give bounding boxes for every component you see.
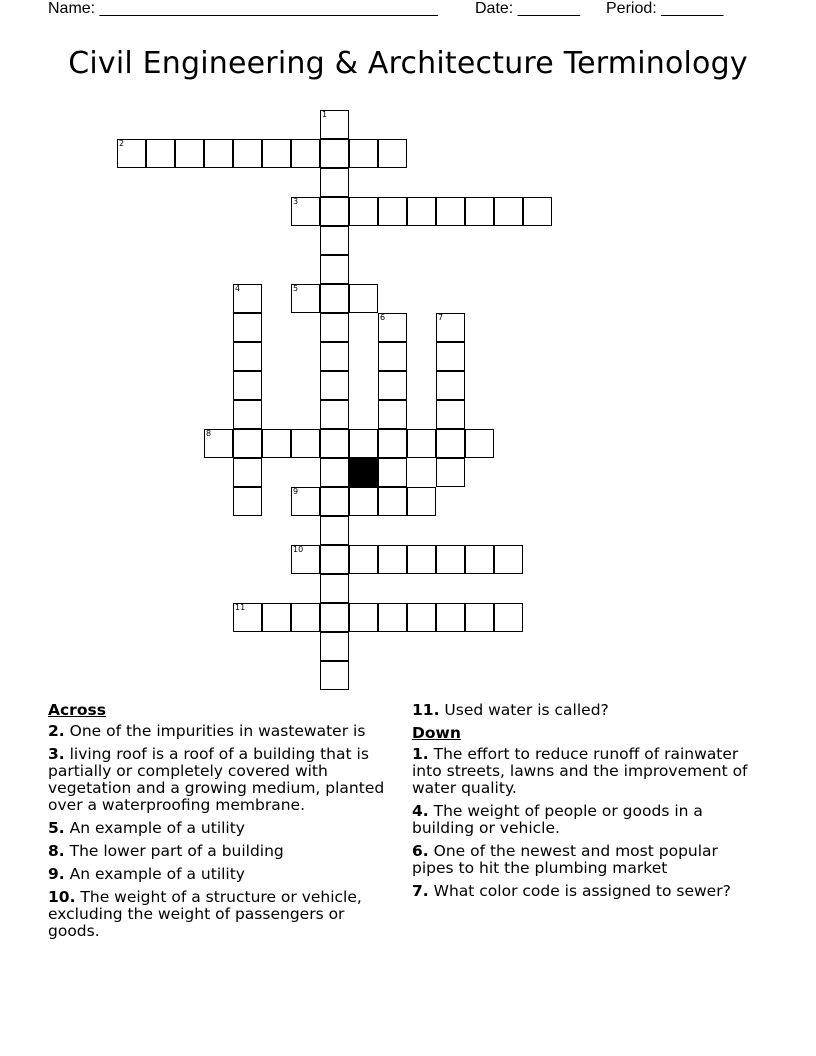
name-field[interactable]: Name: ______________________________________	[48, 0, 438, 17]
crossword-cell[interactable]	[465, 429, 494, 458]
clue-number: 5.	[48, 819, 65, 837]
crossword-cell[interactable]	[349, 139, 378, 168]
cell-number: 3	[293, 197, 299, 206]
crossword-cell[interactable]	[320, 487, 349, 516]
crossword-cell[interactable]	[233, 139, 262, 168]
clue-across-3	[48, 746, 400, 814]
crossword-cell[interactable]	[407, 429, 436, 458]
crossword-cell[interactable]	[320, 574, 349, 603]
crossword-cell[interactable]	[262, 429, 291, 458]
clue-text: One of the impurities in wastewater is	[69, 722, 366, 740]
cell-number: 8	[206, 429, 212, 438]
crossword-cell[interactable]	[407, 603, 436, 632]
crossword-cell[interactable]	[436, 342, 465, 371]
clue-number: 10.	[48, 888, 76, 906]
crossword-cell[interactable]	[378, 197, 407, 226]
crossword-cell[interactable]	[320, 255, 349, 284]
crossword-cell[interactable]	[320, 458, 349, 487]
clue-across-10	[48, 889, 400, 940]
crossword-cell[interactable]	[320, 110, 349, 139]
clue-down-7	[412, 883, 762, 900]
crossword-cell[interactable]	[320, 516, 349, 545]
crossword-cell[interactable]	[436, 458, 465, 487]
crossword-cell[interactable]	[204, 139, 233, 168]
crossword-cell[interactable]	[378, 603, 407, 632]
crossword-cell[interactable]	[349, 429, 378, 458]
crossword-cell[interactable]	[378, 545, 407, 574]
crossword-cell[interactable]	[233, 313, 262, 342]
clue-across-11	[412, 702, 762, 719]
crossword-cell[interactable]	[320, 284, 349, 313]
crossword-cell[interactable]	[262, 139, 291, 168]
crossword-cell[interactable]	[291, 603, 320, 632]
crossword-cell[interactable]	[378, 313, 407, 342]
clue-text: The weight of a structure or vehicle, excluding the weight of passengers or goods.	[48, 888, 362, 940]
crossword-cell[interactable]	[233, 284, 262, 313]
clue-number: 8.	[48, 842, 65, 860]
crossword-cell[interactable]	[233, 371, 262, 400]
crossword-cell[interactable]	[291, 487, 320, 516]
crossword-cell[interactable]	[291, 429, 320, 458]
clue-number: 1.	[412, 745, 429, 763]
crossword-cell[interactable]	[523, 197, 552, 226]
crossword-cell[interactable]	[494, 197, 523, 226]
crossword-cell[interactable]	[320, 371, 349, 400]
crossword-cell[interactable]	[436, 197, 465, 226]
page-title: Civil Engineering & Architecture Terminology	[68, 46, 748, 81]
clues-right-column	[412, 702, 762, 906]
clue-text: An example of a utility	[69, 865, 245, 883]
clue-number: 4.	[412, 802, 429, 820]
cell-number: 4	[235, 284, 241, 293]
crossword-cell[interactable]	[117, 139, 146, 168]
crossword-cell[interactable]	[378, 458, 407, 487]
crossword-cell[interactable]	[233, 400, 262, 429]
clue-text: The effort to reduce runoff of rainwater into streets, lawns and the improvement of water quality.	[412, 745, 748, 797]
clue-down-1	[412, 746, 762, 797]
crossword-cell[interactable]	[320, 342, 349, 371]
crossword-cell[interactable]	[349, 487, 378, 516]
clue-number: 7.	[412, 882, 429, 900]
crossword-cell[interactable]	[378, 342, 407, 371]
crossword-cell[interactable]	[378, 429, 407, 458]
cell-number: 6	[380, 313, 386, 322]
cell-number: 9	[293, 487, 299, 496]
clue-number: 2.	[48, 722, 65, 740]
crossword-cell[interactable]	[320, 197, 349, 226]
cell-number: 2	[119, 139, 125, 148]
cell-number: 10	[293, 545, 304, 554]
clue-down-6	[412, 843, 762, 877]
crossword-cell[interactable]	[320, 313, 349, 342]
period-field[interactable]: Period: _______	[606, 0, 724, 17]
crossword-cell[interactable]	[146, 139, 175, 168]
cell-number: 5	[293, 284, 299, 293]
clue-number: 11.	[412, 701, 440, 719]
crossword-cell[interactable]	[175, 139, 204, 168]
crossword-cell[interactable]	[320, 400, 349, 429]
clue-text: One of the newest and most popular pipes to hit the plumbing market	[412, 842, 718, 877]
clue-text: The lower part of a building	[69, 842, 284, 860]
clue-across-9	[48, 866, 400, 883]
crossword-black-cell	[349, 458, 378, 487]
crossword-cell[interactable]	[465, 603, 494, 632]
crossword-cell[interactable]	[291, 139, 320, 168]
crossword-cell[interactable]	[436, 429, 465, 458]
crossword-cell[interactable]	[465, 197, 494, 226]
date-field[interactable]: Date: _______	[475, 0, 580, 17]
clue-number: 9.	[48, 865, 65, 883]
clue-text: An example of a utility	[69, 819, 245, 837]
crossword-cell[interactable]	[349, 197, 378, 226]
clue-text: Used water is called?	[444, 701, 609, 719]
clue-across-8	[48, 843, 400, 860]
cell-number: 7	[438, 313, 444, 322]
crossword-cell[interactable]	[233, 429, 262, 458]
crossword-cell[interactable]	[378, 139, 407, 168]
crossword-cell[interactable]	[494, 545, 523, 574]
crossword-cell[interactable]	[320, 139, 349, 168]
clue-number: 6.	[412, 842, 429, 860]
clue-text: What color code is assigned to sewer?	[433, 882, 731, 900]
crossword-cell[interactable]	[349, 545, 378, 574]
crossword-cell[interactable]	[233, 458, 262, 487]
crossword-cell[interactable]	[320, 429, 349, 458]
crossword-cell[interactable]	[320, 661, 349, 690]
crossword-cell[interactable]	[407, 487, 436, 516]
crossword-cell[interactable]	[349, 284, 378, 313]
crossword-cell[interactable]	[320, 603, 349, 632]
clues-left-column	[48, 702, 400, 946]
crossword-cell[interactable]	[436, 313, 465, 342]
clue-across-5	[48, 820, 400, 837]
crossword-cell[interactable]	[291, 197, 320, 226]
crossword-cell[interactable]	[204, 429, 233, 458]
crossword-cell[interactable]	[436, 371, 465, 400]
crossword-cell[interactable]	[262, 603, 291, 632]
crossword-cell[interactable]	[378, 487, 407, 516]
crossword-cell[interactable]	[291, 545, 320, 574]
crossword-cell[interactable]	[436, 545, 465, 574]
crossword-cell[interactable]	[349, 603, 378, 632]
crossword-cell[interactable]	[291, 284, 320, 313]
crossword-cell[interactable]	[436, 400, 465, 429]
crossword-cell[interactable]	[378, 371, 407, 400]
crossword-cell[interactable]	[233, 342, 262, 371]
crossword-cell[interactable]	[320, 632, 349, 661]
crossword-cell[interactable]	[233, 603, 262, 632]
crossword-cell[interactable]	[436, 603, 465, 632]
down-heading: Down	[412, 724, 461, 742]
crossword-cell[interactable]	[233, 487, 262, 516]
crossword-cell[interactable]	[465, 545, 494, 574]
crossword-cell[interactable]	[494, 603, 523, 632]
crossword-cell[interactable]	[320, 545, 349, 574]
clue-text: living roof is a roof of a building that is partially or completely covered with vegetation and a growing medium, planted over a waterproofing membrane.	[48, 745, 385, 814]
clue-down-4	[412, 803, 762, 837]
clue-number: 3.	[48, 745, 65, 763]
clue-text: The weight of people or goods in a building or vehicle.	[412, 802, 703, 837]
cell-number: 11	[235, 603, 246, 612]
crossword-cell[interactable]	[378, 400, 407, 429]
crossword-cell[interactable]	[320, 226, 349, 255]
across-heading: Across	[48, 701, 106, 719]
crossword-cell[interactable]	[407, 197, 436, 226]
crossword-cell[interactable]	[407, 545, 436, 574]
clue-across-2	[48, 723, 400, 740]
cell-number: 1	[322, 110, 328, 119]
crossword-cell[interactable]	[320, 168, 349, 197]
